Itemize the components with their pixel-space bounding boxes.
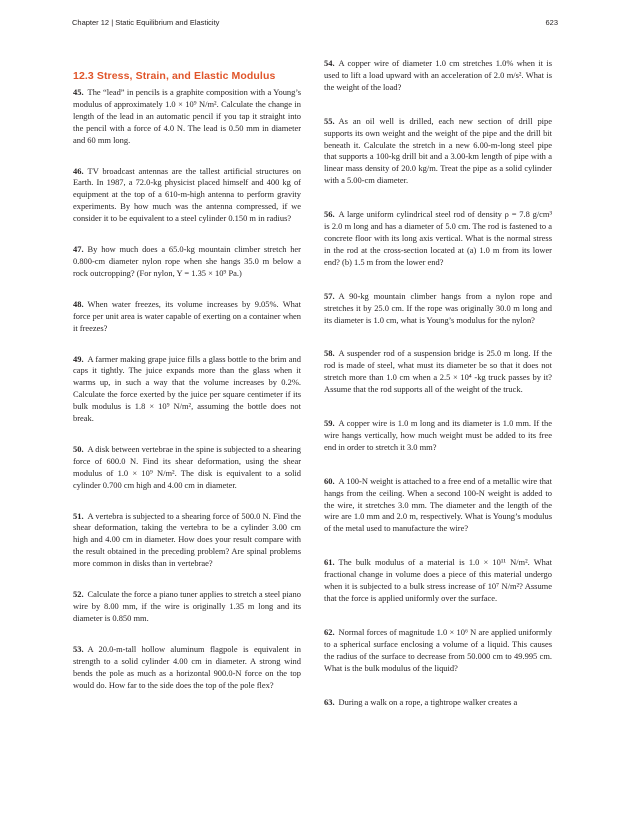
problem-62: 62. Normal forces of magnitude 1.0 × 10⁶ N are applied uniformly to a spherical surface enclosing a volume of a liquid. This causes the radius of the surface to decrease from 50.000 cm to 49.995 cm. What is the bulk modulus of the liquid? (324, 626, 552, 673)
section-title: 12.3 Stress, Strain, and Elastic Modulus (73, 70, 276, 82)
problem-45: 45. The “lead” in pencils is a graphite composition with a Young’s modulus of approximately 1.0 × 10⁹ N/m². Calculate the change in length of the lead in an automatic pencil if you tap it straight into the pencil with a force of 4.0 N. The lead is 0.50 mm in diameter and 60 mm long. (73, 87, 301, 145)
problem-54: 54. A copper wire of diameter 1.0 cm stretches 1.0% when it is used to lift a load upward with an acceleration of 2.0 m/s². What is the weight of the load? (324, 58, 552, 92)
problem-47: 47. By how much does a 65.0-kg mountain climber stretch her 0.800-cm diameter nylon rope when she hangs 35.0 m below a rock outcropping? (For nylon, Y = 1.35 × 10⁹ Pa.) (73, 244, 301, 278)
problem-59: 59. A copper wire is 1.0 m long and its diameter is 1.0 mm. If the wire hangs vertically, how much weight must be added to its free end in order to stretch it 3.0 mm? (324, 418, 552, 452)
problem-60: 60. A 100-N weight is attached to a free end of a metallic wire that hangs from the ceiling. When a second 100-N weight is added to the wire, it stretches 3.0 mm. The diameter and the length of the wire are 1.0 mm and 2.0 m, respectively. What is Young’s modulus of the metal used to manufacture the wire? (324, 475, 552, 534)
problem-49: 49. A farmer making grape juice fills a glass bottle to the brim and caps it tightly. The juice expands more than the glass when it warms up, in such a way that the volume increases by 0.2%. Calculate the force exerted by the juice per square centimeter if its bulk modulus is 1.8 × 10⁹ N/m², assuming the bottle does not break. (73, 353, 301, 424)
chapter-title: Chapter 12 | Static Equilibrium and Elasticity (72, 18, 220, 27)
problem-56: 56. A large uniform cylindrical steel rod of density ρ = 7.8 g/cm³ is 2.0 m long and has a diameter of 5.0 cm. The rod is fastened to a concrete floor with its long axis vertical. What is the normal stress in the rod at the cross-section located at (a) 1.0 m from its lower end? (b) 1.5 m from the lower end? (324, 209, 552, 267)
left-column (73, 58, 301, 691)
problem-50: 50. A disk between vertebrae in the spine is subjected to a shearing force of 600.0 N. Find its shear deformation, using the shear modulus of 1.0 × 10⁹ N/m². The disk is equivalent to a solid cylinder 0.700 cm high and 4.00 cm in diameter. (73, 443, 301, 490)
right-column (324, 58, 552, 708)
page-header (72, 18, 558, 30)
problem-55: 55. As an oil well is drilled, each new section of drill pipe supports its own weight and the weight of the pipe and the drill bit beneath it. Calculate the stretch in a new 6.00-m-long steel pipe that supports a 100-kg drill bit and a 3.00-km length of pipe with a linear mass density of 20.0 kg/m. Treat the pipe as a solid cylinder with a 5.00-cm diameter. (324, 115, 552, 186)
problem-58: 58. A suspender rod of a suspension bridge is 25.0 m long. If the rod is made of steel, what must its diameter be so that it does not stretch more than 1.0 cm when a 2.5 × 10⁴ -kg truck passes by it? Assume that the rod supports all of the weight of the truck. (324, 348, 552, 395)
problem-53: 53. A 20.0-m-tall hollow aluminum flagpole is equivalent in strength to a solid cylinder 4.00 cm in diameter. A strong wind bends the pole as much as a horizontal 900.0-N force on the top would do. How far to the side does the top of the pole flex? (73, 643, 301, 690)
page-number: 623 (545, 18, 558, 27)
problem-48: 48. When water freezes, its volume increases by 9.05%. What force per unit area is water capable of exerting on a container when it freezes? (73, 298, 301, 333)
problem-52: 52. Calculate the force a piano tuner applies to stretch a steel piano wire by 8.00 mm, if the wire is originally 1.35 m long and its diameter is 0.850 mm. (73, 589, 301, 623)
problem-57: 57. A 90-kg mountain climber hangs from a nylon rope and stretches it by 25.0 cm. If the rope was originally 30.0 m long and its diameter is 1.0 cm, what is Young’s modulus for the nylon? (324, 290, 552, 325)
problem-46: 46. TV broadcast antennas are the tallest artificial structures on Earth. In 1987, a 72.0-kg physicist placed himself and 400 kg of equipment at the top of a 610-m-high antenna to perform gravity experiments. By how much was the antenna compressed, if we consider it to be equivalent to a steel cylinder 0.150 m in radius? (73, 165, 301, 224)
problem-51: 51. A vertebra is subjected to a shearing force of 500.0 N. Find the shear deformation, taking the vertebra to be a cylinder 3.00 cm high and 4.00 cm in diameter. How does your result compare with the result obtained in the preceding problem? Are spinal problems more common in disks than in vertebrae? (73, 510, 301, 569)
problem-63: 63. During a walk on a rope, a tightrope walker creates a (324, 696, 518, 707)
problem-61: 61. The bulk modulus of a material is 1.0 × 10¹¹ N/m². What fractional change in volume does a piece of this material undergo when it is subjected to a bulk stress increase of 10⁷ N/m²? Assume that the force is applied uniformly over the surface. (324, 557, 552, 603)
